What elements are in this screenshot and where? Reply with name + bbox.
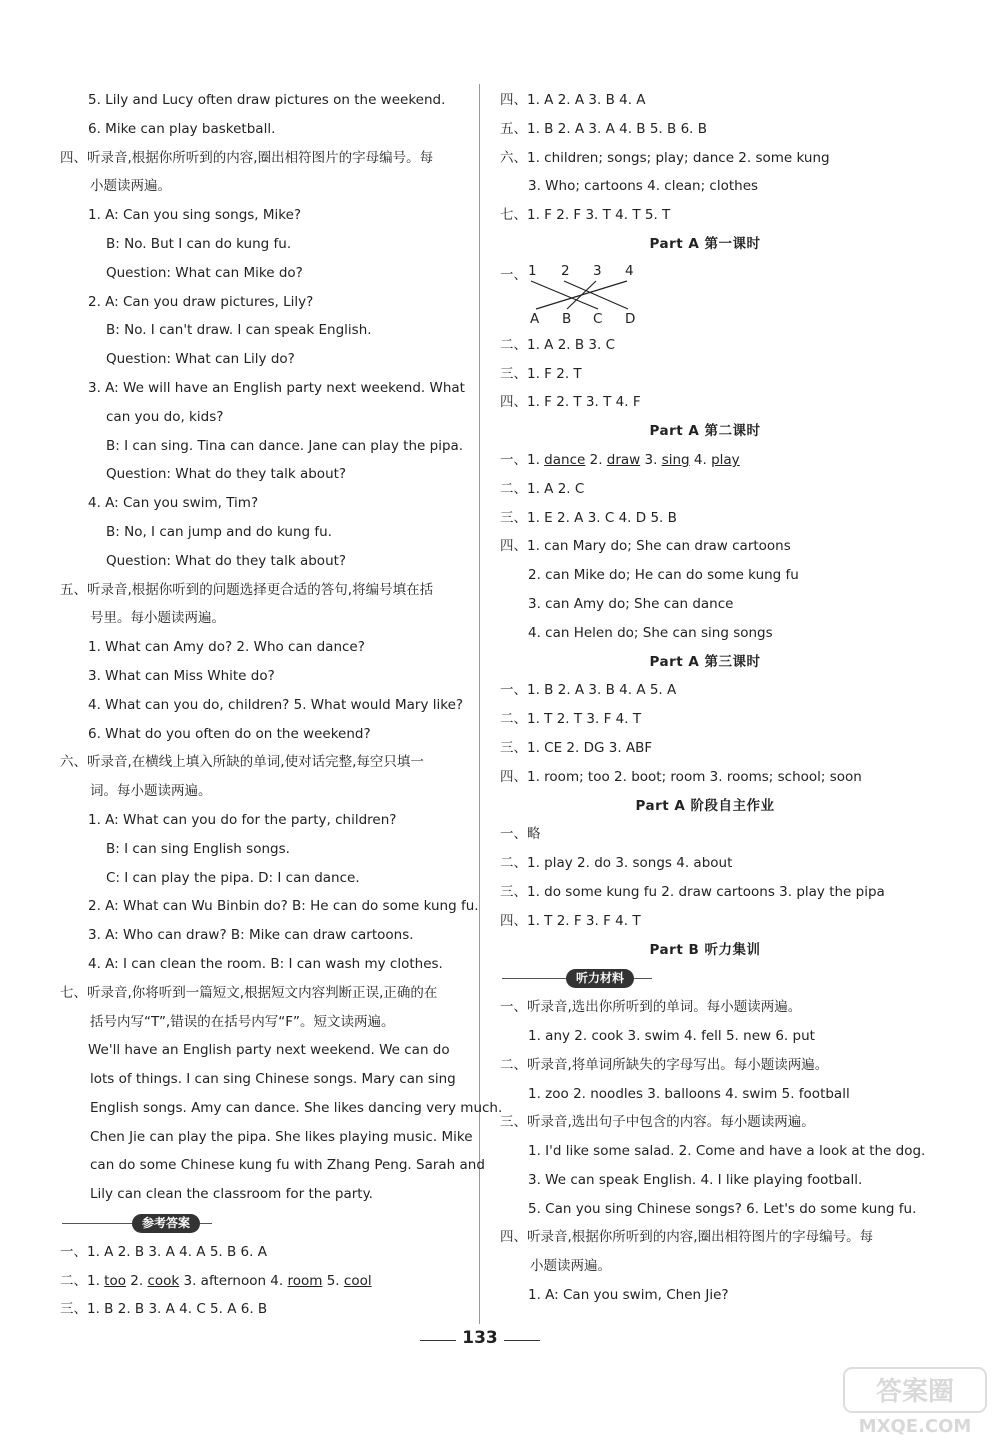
match-bottom-d: D xyxy=(625,310,636,327)
left-line-35: lots of things. I can sing Chinese songs. Mary can sing xyxy=(90,1071,456,1088)
column-divider xyxy=(479,84,480,1324)
answer-line-2: 二、1. too 2. cook 3. afternoon 4. room 5. cool xyxy=(60,1272,372,1289)
lesson3-line-1: 一、1. B 2. A 3. B 4. A 5. A xyxy=(500,682,677,699)
match-top-3: 3 xyxy=(593,262,602,279)
listening-material-lines xyxy=(500,993,926,1310)
left-line-14: Question: What do they talk about? xyxy=(106,466,347,483)
left-line-2: 6. Mike can play basketball. xyxy=(88,120,276,137)
left-line-37: Chen Jie can play the pipa. She likes playing music. Mike xyxy=(90,1128,473,1145)
match-bottom-a: A xyxy=(530,310,540,327)
section-title-stage-homework: Part A 阶段自主作业 xyxy=(635,797,775,814)
left-line-5: 1. A: Can you sing songs, Mike? xyxy=(88,207,302,224)
right-column xyxy=(500,86,926,1310)
listening-line-3: 二、听录音,将单词所缺失的字母写出。每小题读两遍。 xyxy=(500,1056,829,1073)
r-top-line-2: 五、1. B 2. A 3. A 4. B 5. B 6. B xyxy=(500,120,708,137)
left-line-30: 3. A: Who can draw? B: Mike can draw cartoons. xyxy=(88,927,414,944)
left-line-6: B: No. But I can do kung fu. xyxy=(106,235,292,252)
left-line-22: 4. What can you do, children? 5. What would Mary like? xyxy=(88,696,464,713)
left-line-33: 括号内写“T”,错误的在括号内写“F”。短文读两遍。 xyxy=(90,1013,395,1030)
match-top-2: 2 xyxy=(561,262,570,279)
answer-line-3: 三、1. B 2. B 3. A 4. C 5. A 6. B xyxy=(60,1301,268,1318)
lesson2-line-6: 3. can Amy do; She can dance xyxy=(528,595,734,612)
listening-line-7: 3. We can speak English. 4. I like playing football. xyxy=(528,1171,863,1188)
lesson2-line-2: 二、1. A 2. C xyxy=(500,480,585,497)
lesson2-line-3: 三、1. E 2. A 3. C 4. D 5. B xyxy=(500,509,677,526)
page-number: 133 xyxy=(462,1328,498,1348)
left-line-21: 3. What can Miss White do? xyxy=(88,667,275,684)
left-line-1: 5. Lily and Lucy often draw pictures on the weekend. xyxy=(88,92,446,108)
left-line-39: Lily can clean the classroom for the party. xyxy=(90,1186,373,1203)
homework-line-2: 二、1. play 2. do 3. songs 4. about xyxy=(500,855,733,872)
left-line-20: 1. What can Amy do? 2. Who can dance? xyxy=(88,639,365,656)
left-line-12: can you do, kids? xyxy=(106,408,224,425)
left-line-11: 3. A: We will have an English party next weekend. What xyxy=(88,379,465,396)
lesson2-line-5: 2. can Mike do; He can do some kung fu xyxy=(528,567,799,584)
left-line-31: 4. A: I can clean the room. B: I can wash my clothes. xyxy=(88,955,443,972)
listening-line-5: 三、听录音,选出句子中包含的内容。每小题读两遍。 xyxy=(500,1114,815,1131)
listening-line-6: 1. I'd like some salad. 2. Come and have a look at the dog. xyxy=(528,1143,926,1160)
lesson2-line-7: 4. can Helen do; She can sing songs xyxy=(528,624,773,641)
section-title-lesson-1: Part A 第一课时 xyxy=(649,235,761,252)
lesson2-line-1: 一、1. dance 2. draw 3. sing 4. play xyxy=(500,451,740,468)
left-line-32: 七、听录音,你将听到一篇短文,根据短文内容判断正误,正确的在 xyxy=(60,984,438,1001)
left-line-26: 1. A: What can you do for the party, children? xyxy=(88,811,397,828)
listening-line-1: 一、听录音,选出你所听到的单词。每小题读两遍。 xyxy=(500,999,802,1016)
left-line-13: B: I can sing. Tina can dance. Jane can play the pipa. xyxy=(106,437,464,454)
left-line-25: 词。每小题读两遍。 xyxy=(90,783,212,800)
left-column xyxy=(60,86,503,1324)
match-top-1: 1 xyxy=(528,262,537,279)
left-line-23: 6. What do you often do on the weekend? xyxy=(88,725,371,742)
lesson2-line-4: 四、1. can Mary do; She can draw cartoons xyxy=(500,538,791,555)
section-title-lesson-3: Part A 第三课时 xyxy=(649,653,761,670)
left-line-3: 四、听录音,根据你所听到的内容,圈出相符图片的字母编号。每 xyxy=(60,149,434,166)
lesson3-line-3: 三、1. CE 2. DG 3. ABF xyxy=(500,739,653,756)
left-line-4: 小题读两遍。 xyxy=(90,178,171,195)
r-top-line-4: 3. Who; cartoons 4. clean; clothes xyxy=(528,178,759,195)
left-line-10: Question: What can Lily do? xyxy=(106,351,295,368)
matching-answer xyxy=(500,259,910,331)
homework-line-1: 一、略 xyxy=(500,826,541,843)
answers-tag-row xyxy=(60,1209,460,1238)
lesson3-line-4: 四、1. room; too 2. boot; room 3. rooms; school; soon xyxy=(500,768,862,785)
r-top-line-1: 四、1. A 2. A 3. B 4. A xyxy=(500,92,646,108)
left-line-19: 号里。每小题读两遍。 xyxy=(90,610,225,627)
match-top-4: 4 xyxy=(625,262,634,279)
r-top-line-5: 七、1. F 2. F 3. T 4. T 5. T xyxy=(500,207,671,224)
left-line-29: 2. A: What can Wu Binbin do? B: He can do some kung fu. xyxy=(88,898,479,915)
lesson1-line-4: 四、1. F 2. T 3. T 4. F xyxy=(500,394,641,411)
section-title-lesson-2: Part A 第二课时 xyxy=(649,423,761,440)
left-question-lines xyxy=(60,86,503,1209)
left-line-36: English songs. Amy can dance. She likes dancing very much. xyxy=(90,1099,503,1116)
homework-line-4: 四、1. T 2. F 3. F 4. T xyxy=(500,912,641,929)
listening-line-11: 1. A: Can you swim, Chen Jie? xyxy=(528,1287,729,1304)
left-line-15: 4. A: Can you swim, Tim? xyxy=(88,495,259,512)
watermark-logo xyxy=(840,1362,990,1438)
left-line-28: C: I can play the pipa. D: I can dance. xyxy=(106,869,360,886)
listening-line-2: 1. any 2. cook 3. swim 4. fell 5. new 6. put xyxy=(528,1027,815,1044)
left-line-27: B: I can sing English songs. xyxy=(106,840,290,857)
listening-line-9: 四、听录音,根据你所听到的内容,圈出相符图片的字母编号。每 xyxy=(500,1229,874,1246)
listening-line-10: 小题读两遍。 xyxy=(530,1258,611,1275)
listening-tag: 听力材料 xyxy=(566,969,634,988)
listening-tag-row xyxy=(500,964,910,993)
page-number-rule-right xyxy=(504,1340,540,1341)
watermark-line-1: 答案圈 xyxy=(875,1377,955,1407)
left-line-8: 2. A: Can you draw pictures, Lily? xyxy=(88,293,314,310)
match-bottom-c: C xyxy=(593,310,603,327)
match-prefix: 一、 xyxy=(500,266,527,283)
section-title-part-b-listening: Part B 听力集训 xyxy=(649,941,761,958)
lesson1-line-3: 三、1. F 2. T xyxy=(500,365,582,382)
left-line-34: We'll have an English party next weekend. We can do xyxy=(88,1042,450,1059)
left-line-9: B: No. I can't draw. I can speak English. xyxy=(106,322,372,339)
listening-line-8: 5. Can you sing Chinese songs? 6. Let's do some kung fu. xyxy=(528,1200,917,1217)
left-line-38: can do some Chinese kung fu with Zhang Peng. Sarah and xyxy=(90,1157,485,1174)
lesson1-line-2: 二、1. A 2. B 3. C xyxy=(500,336,616,353)
lesson3-line-2: 二、1. T 2. T 3. F 4. T xyxy=(500,711,642,728)
left-line-24: 六、听录音,在横线上填入所缺的单词,使对话完整,每空只填一 xyxy=(60,754,424,771)
left-line-18: 五、听录音,根据你听到的问题选择更合适的答句,将编号填在括 xyxy=(60,581,434,598)
homework-line-3: 三、1. do some kung fu 2. draw cartoons 3. play the pipa xyxy=(500,883,885,900)
left-line-7: Question: What can Mike do? xyxy=(106,264,303,281)
match-bottom-b: B xyxy=(562,310,572,327)
answer-line-1: 一、1. A 2. B 3. A 4. A 5. B 6. A xyxy=(60,1243,267,1260)
left-line-16: B: No, I can jump and do kung fu. xyxy=(106,523,332,540)
watermark-line-2: MXQE.COM xyxy=(858,1416,972,1437)
left-line-17: Question: What do they talk about? xyxy=(106,552,347,569)
answers-tag: 参考答案 xyxy=(132,1214,200,1233)
listening-line-4: 1. zoo 2. noodles 3. balloons 4. swim 5. football xyxy=(528,1085,850,1102)
r-top-line-3: 六、1. children; songs; play; dance 2. some kung xyxy=(500,149,830,166)
